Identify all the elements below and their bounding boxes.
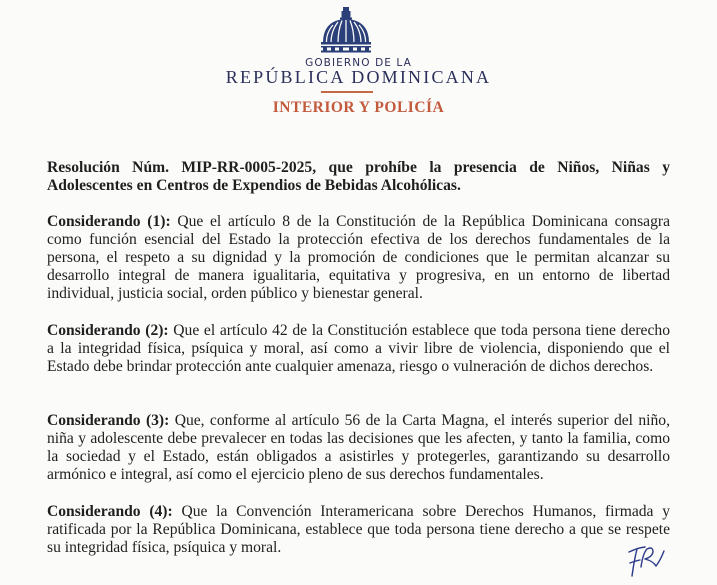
considerando-text: Que el artículo 8 de la Constitución de la República Dominicana consagra como función esencial del Estado la protección efectiva de los derechos fundamentales de la persona, el respeto a su dignidad y la promoción de condiciones que le permitan alcanzar su desarrollo integral de manera igualitaria, equitativa y progresiva, en un entorno de libertad individual, justicia social, orden público y bienestar general. [47,213,671,302]
considerando-label: Considerando (2): [47,322,169,339]
considerando-label: Considerando (3): [47,412,170,429]
considerando-label: Considerando (1): [47,213,171,230]
considerando-paragraph [47,412,670,484]
resolution-title: Resolución Núm. MIP-RR-0005-2025, que prohíbe la presencia de Niños, Niñas y Adolescentes en Centros de Expendios de Bebidas Alcohólicas. [47,159,670,194]
considerando-label: Considerando (4): [47,503,173,520]
country-name: REPÚBLICA DOMINICANA [225,67,492,87]
considerando-paragraph [47,213,670,303]
considerando-paragraph [47,322,670,376]
considerando-text: Que el artículo 42 de la Constitución establece que toda persona tiene derecho a la integridad física, psíquica y moral, así como a vivir libre de violencia, disponiendo que el Estado debe brindar protección ante cualquier amenaza, riesgo o vulneración de dichos derechos. [47,322,670,375]
considerando-text: Que la Convención Interamericana sobre Derechos Humanos, firmada y ratificada por la República Dominicana, establece que toda persona tiene derecho a que se respete su integridad física, psíquica y moral. [47,503,671,556]
dome-emblem-icon [318,5,374,55]
header-divider [321,91,373,93]
considerando-paragraph [47,503,670,557]
government-label: GOBIERNO DE LA [305,57,412,69]
considerando-text: Que, conforme al artículo 56 de la Carta Magna, el interés superior del niño, niña y adolescente debe prevalecer en todas las decisiones que les afecten, y tanto la familia, como la sociedad y el Estado, están obligados a asistirles y protegerles, garantizando su desarrollo armónico e integral, así como el ejercicio pleno de sus derechos fundamentales. [47,412,670,483]
handwritten-initials-signature [623,539,667,579]
ministry-name: INTERIOR Y POLICÍA [272,99,445,116]
